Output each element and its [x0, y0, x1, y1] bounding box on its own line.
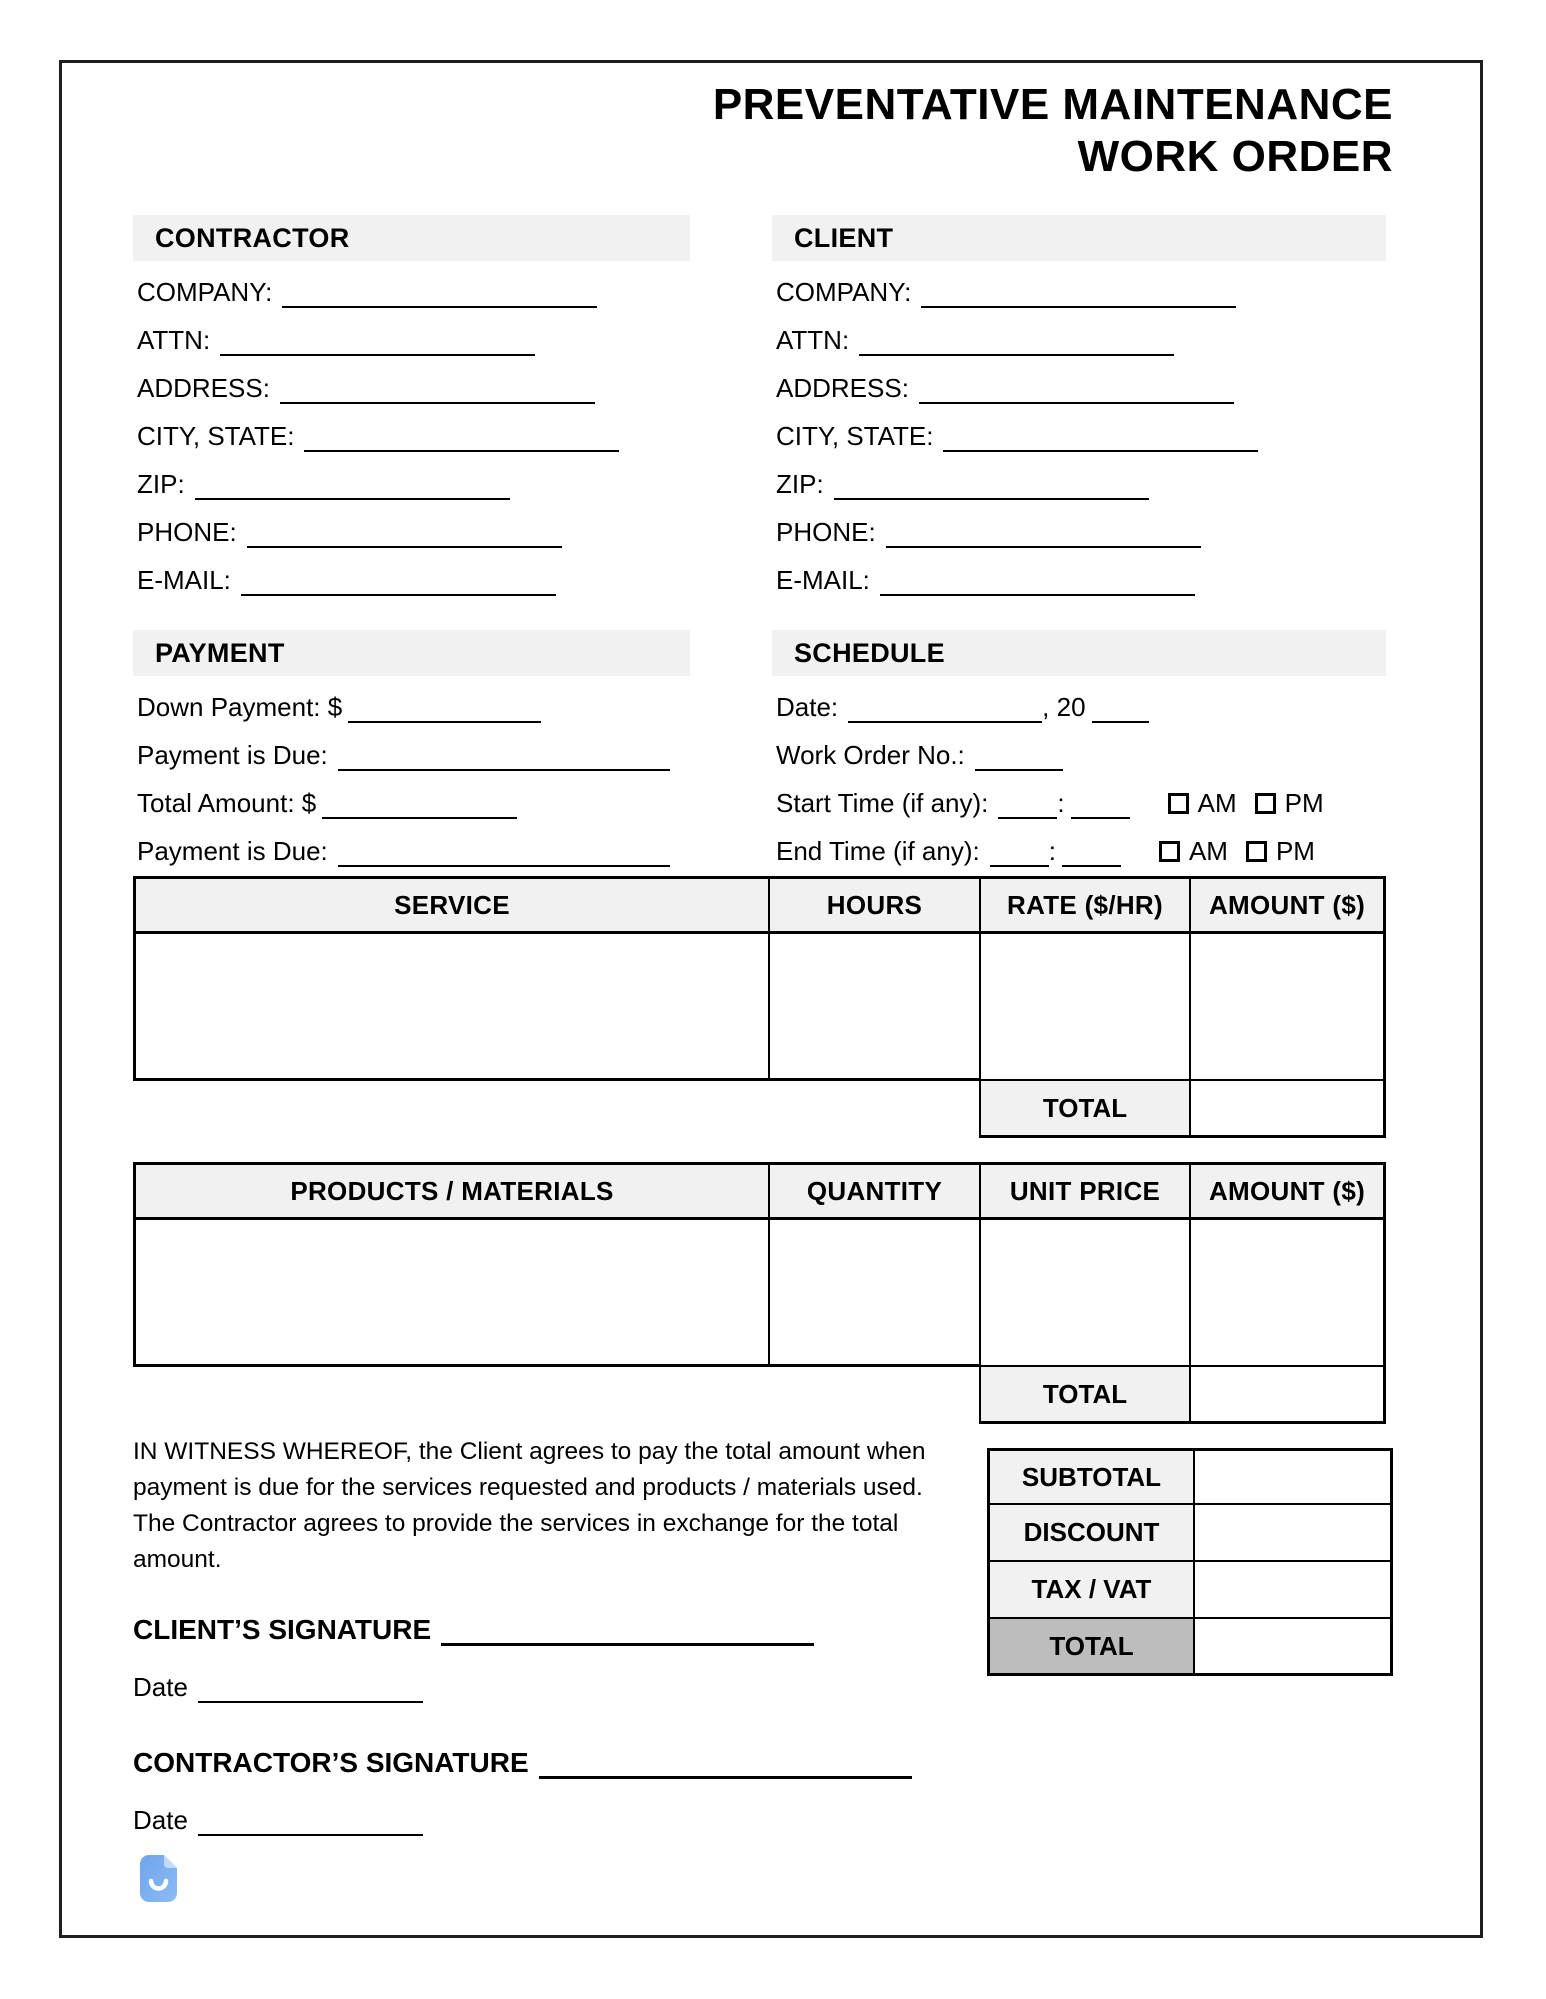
- contractor-attn-row: [133, 323, 690, 357]
- products-header-amount: AMOUNT ($): [1189, 1162, 1386, 1220]
- document-title: [133, 79, 1393, 183]
- schedule-date-line[interactable]: [848, 717, 1042, 723]
- start-time-label: Start Time (if any):: [776, 788, 989, 818]
- service-header-rate: RATE ($/HR): [979, 876, 1189, 934]
- products-total-spacer: [133, 1367, 768, 1424]
- client-date-row: [133, 1672, 933, 1703]
- start-am-label: AM: [1197, 788, 1237, 818]
- contractor-date-line[interactable]: [198, 1830, 423, 1836]
- contractor-company-label: COMPANY:: [137, 277, 273, 307]
- contractor-email-row: [133, 563, 690, 597]
- products-body-unit-price-cell[interactable]: [979, 1220, 1189, 1367]
- end-time-row: [772, 834, 1386, 868]
- contractor-company-row: [133, 275, 690, 309]
- start-time-colon: :: [1057, 788, 1065, 818]
- service-header-service: SERVICE: [133, 876, 768, 934]
- schedule-column: [772, 630, 1386, 868]
- service-total-value-cell[interactable]: [1189, 1081, 1386, 1138]
- products-body-amount-cell[interactable]: [1189, 1220, 1386, 1367]
- client-company-label: COMPANY:: [776, 277, 912, 307]
- client-signature-label: CLIENT’S SIGNATURE: [133, 1614, 432, 1645]
- contractor-address-line[interactable]: [280, 398, 595, 404]
- work-order-document: [59, 60, 1483, 1938]
- service-header-amount: AMOUNT ($): [1189, 876, 1386, 934]
- schedule-heading: SCHEDULE: [772, 630, 1386, 676]
- client-phone-line[interactable]: [886, 542, 1201, 548]
- service-body-amount-cell[interactable]: [1189, 934, 1386, 1081]
- schedule-year-line[interactable]: [1092, 717, 1149, 723]
- service-total-label: TOTAL: [979, 1081, 1189, 1138]
- end-pm-label: PM: [1275, 836, 1315, 866]
- products-header-quantity: QUANTITY: [768, 1162, 979, 1220]
- contractor-address-label: ADDRESS:: [137, 373, 270, 403]
- parties-section: [133, 215, 1393, 597]
- client-phone-label: PHONE:: [776, 517, 876, 547]
- eforms-logo: [140, 1855, 177, 1902]
- witness-clause: IN WITNESS WHEREOF, the Client agrees to pay the total amount when payment is due for the services requested and products / materials used. The Contractor agrees to provide the services in exchange for the total amount.: [133, 1438, 926, 1573]
- end-time-label: End Time (if any):: [776, 836, 980, 866]
- products-header-products: PRODUCTS / MATERIALS: [133, 1162, 768, 1220]
- schedule-date-row: [772, 690, 1386, 724]
- contractor-address-row: [133, 371, 690, 405]
- client-zip-label: ZIP:: [776, 469, 824, 499]
- total-amount-row: [133, 786, 690, 820]
- contractor-email-line[interactable]: [241, 590, 556, 596]
- client-address-label: ADDRESS:: [776, 373, 909, 403]
- end-time-hour-line[interactable]: [990, 861, 1049, 867]
- client-city-state-label: CITY, STATE:: [776, 421, 934, 451]
- contractor-city-state-line[interactable]: [304, 446, 619, 452]
- end-time-colon: :: [1048, 836, 1056, 866]
- products-total-spacer2: [768, 1367, 979, 1424]
- end-time-minute-line[interactable]: [1062, 861, 1121, 867]
- products-body-quantity-cell[interactable]: [768, 1220, 979, 1367]
- payment-heading: PAYMENT: [133, 630, 690, 676]
- client-city-state-line[interactable]: [943, 446, 1258, 452]
- tax-vat-label: TAX / VAT: [987, 1562, 1195, 1619]
- contractor-company-line[interactable]: [282, 302, 597, 308]
- payment-due-line-2[interactable]: [338, 861, 670, 867]
- client-heading: CLIENT: [772, 215, 1386, 261]
- start-time-hour-line[interactable]: [998, 813, 1057, 819]
- payment-schedule-section: [133, 630, 1393, 868]
- contractor-column: [133, 215, 690, 597]
- contractor-signature-line[interactable]: [539, 1772, 912, 1779]
- service-body-rate-cell[interactable]: [979, 934, 1189, 1081]
- contractor-phone-label: PHONE:: [137, 517, 237, 547]
- document-title-line1: PREVENTATIVE MAINTENANCE: [712, 80, 1393, 129]
- service-total-spacer2: [768, 1081, 979, 1138]
- client-company-line[interactable]: [921, 302, 1236, 308]
- work-order-no-label: Work Order No.:: [776, 740, 965, 770]
- end-am-label: AM: [1188, 836, 1228, 866]
- bottom-section: [133, 1434, 1393, 1836]
- payment-due-label-1: Payment is Due:: [137, 740, 328, 770]
- schedule-year-prefix: , 20: [1042, 692, 1086, 722]
- contractor-phone-row: [133, 515, 690, 549]
- client-attn-row: [772, 323, 1386, 357]
- client-city-state-row: [772, 419, 1386, 453]
- subtotal-value-cell[interactable]: [1195, 1448, 1393, 1505]
- service-body-hours-cell[interactable]: [768, 934, 979, 1081]
- products-total-value-cell[interactable]: [1189, 1367, 1386, 1424]
- service-total-spacer: [133, 1081, 768, 1138]
- products-body-products-cell[interactable]: [133, 1220, 768, 1367]
- client-signature-line[interactable]: [441, 1639, 814, 1646]
- client-phone-row: [772, 515, 1386, 549]
- contractor-city-state-row: [133, 419, 690, 453]
- client-company-row: [772, 275, 1386, 309]
- witness-signature-block: [133, 1434, 933, 1836]
- contractor-date-row: [133, 1805, 933, 1836]
- client-date-line[interactable]: [198, 1697, 423, 1703]
- schedule-date-label: Date:: [776, 692, 839, 722]
- service-header-hours: HOURS: [768, 876, 979, 934]
- client-address-row: [772, 371, 1386, 405]
- client-attn-label: ATTN:: [776, 325, 850, 355]
- document-title-line2: WORK ORDER: [1077, 132, 1393, 181]
- eforms-logo-icon: [140, 1855, 177, 1902]
- work-order-no-line[interactable]: [975, 765, 1063, 771]
- down-payment-label: Down Payment: $: [137, 692, 343, 722]
- payment-column: [133, 630, 690, 868]
- summary-table: [987, 1448, 1393, 1676]
- subtotal-label: SUBTOTAL: [987, 1448, 1195, 1505]
- client-date-label: Date: [133, 1672, 188, 1702]
- service-body-service-cell[interactable]: [133, 934, 768, 1081]
- total-amount-line[interactable]: [322, 813, 517, 819]
- total-amount-label: Total Amount: $: [137, 788, 317, 818]
- payment-due-row-2: [133, 834, 690, 868]
- service-table: [133, 876, 1386, 1138]
- client-email-line[interactable]: [880, 590, 1195, 596]
- client-signature-row: [133, 1614, 933, 1646]
- client-attn-line[interactable]: [859, 350, 1174, 356]
- contractor-attn-line[interactable]: [220, 350, 535, 356]
- products-total-label: TOTAL: [979, 1367, 1189, 1424]
- client-zip-row: [772, 467, 1386, 501]
- client-zip-line[interactable]: [834, 494, 1149, 500]
- end-am-checkbox[interactable]: [1159, 841, 1180, 862]
- payment-due-line-1[interactable]: [338, 765, 670, 771]
- client-email-label: E-MAIL:: [776, 565, 870, 595]
- discount-label: DISCOUNT: [987, 1505, 1195, 1562]
- start-time-minute-line[interactable]: [1071, 813, 1130, 819]
- end-pm-checkbox[interactable]: [1246, 841, 1267, 862]
- contractor-signature-label: CONTRACTOR’S SIGNATURE: [133, 1747, 529, 1778]
- start-pm-checkbox[interactable]: [1255, 793, 1276, 814]
- start-am-checkbox[interactable]: [1168, 793, 1189, 814]
- contractor-heading: CONTRACTOR: [133, 215, 690, 261]
- products-header-unit-price: UNIT PRICE: [979, 1162, 1189, 1220]
- client-address-line[interactable]: [919, 398, 1234, 404]
- contractor-zip-row: [133, 467, 690, 501]
- discount-value-cell[interactable]: [1195, 1505, 1393, 1562]
- contractor-attn-label: ATTN:: [137, 325, 211, 355]
- client-column: [772, 215, 1386, 597]
- contractor-date-label: Date: [133, 1805, 188, 1835]
- start-time-row: [772, 786, 1386, 820]
- client-email-row: [772, 563, 1386, 597]
- down-payment-line[interactable]: [348, 717, 541, 723]
- contractor-zip-line[interactable]: [195, 494, 510, 500]
- contractor-city-state-label: CITY, STATE:: [137, 421, 295, 451]
- grand-total-value-cell[interactable]: [1195, 1619, 1393, 1676]
- payment-due-label-2: Payment is Due:: [137, 836, 328, 866]
- down-payment-row: [133, 690, 690, 724]
- contractor-zip-label: ZIP:: [137, 469, 185, 499]
- products-table: [133, 1162, 1386, 1424]
- work-order-no-row: [772, 738, 1386, 772]
- contractor-signature-row: [133, 1747, 933, 1779]
- payment-due-row-1: [133, 738, 690, 772]
- contractor-phone-line[interactable]: [247, 542, 562, 548]
- contractor-email-label: E-MAIL:: [137, 565, 231, 595]
- grand-total-label: TOTAL: [987, 1619, 1195, 1676]
- tax-vat-value-cell[interactable]: [1195, 1562, 1393, 1619]
- start-pm-label: PM: [1284, 788, 1324, 818]
